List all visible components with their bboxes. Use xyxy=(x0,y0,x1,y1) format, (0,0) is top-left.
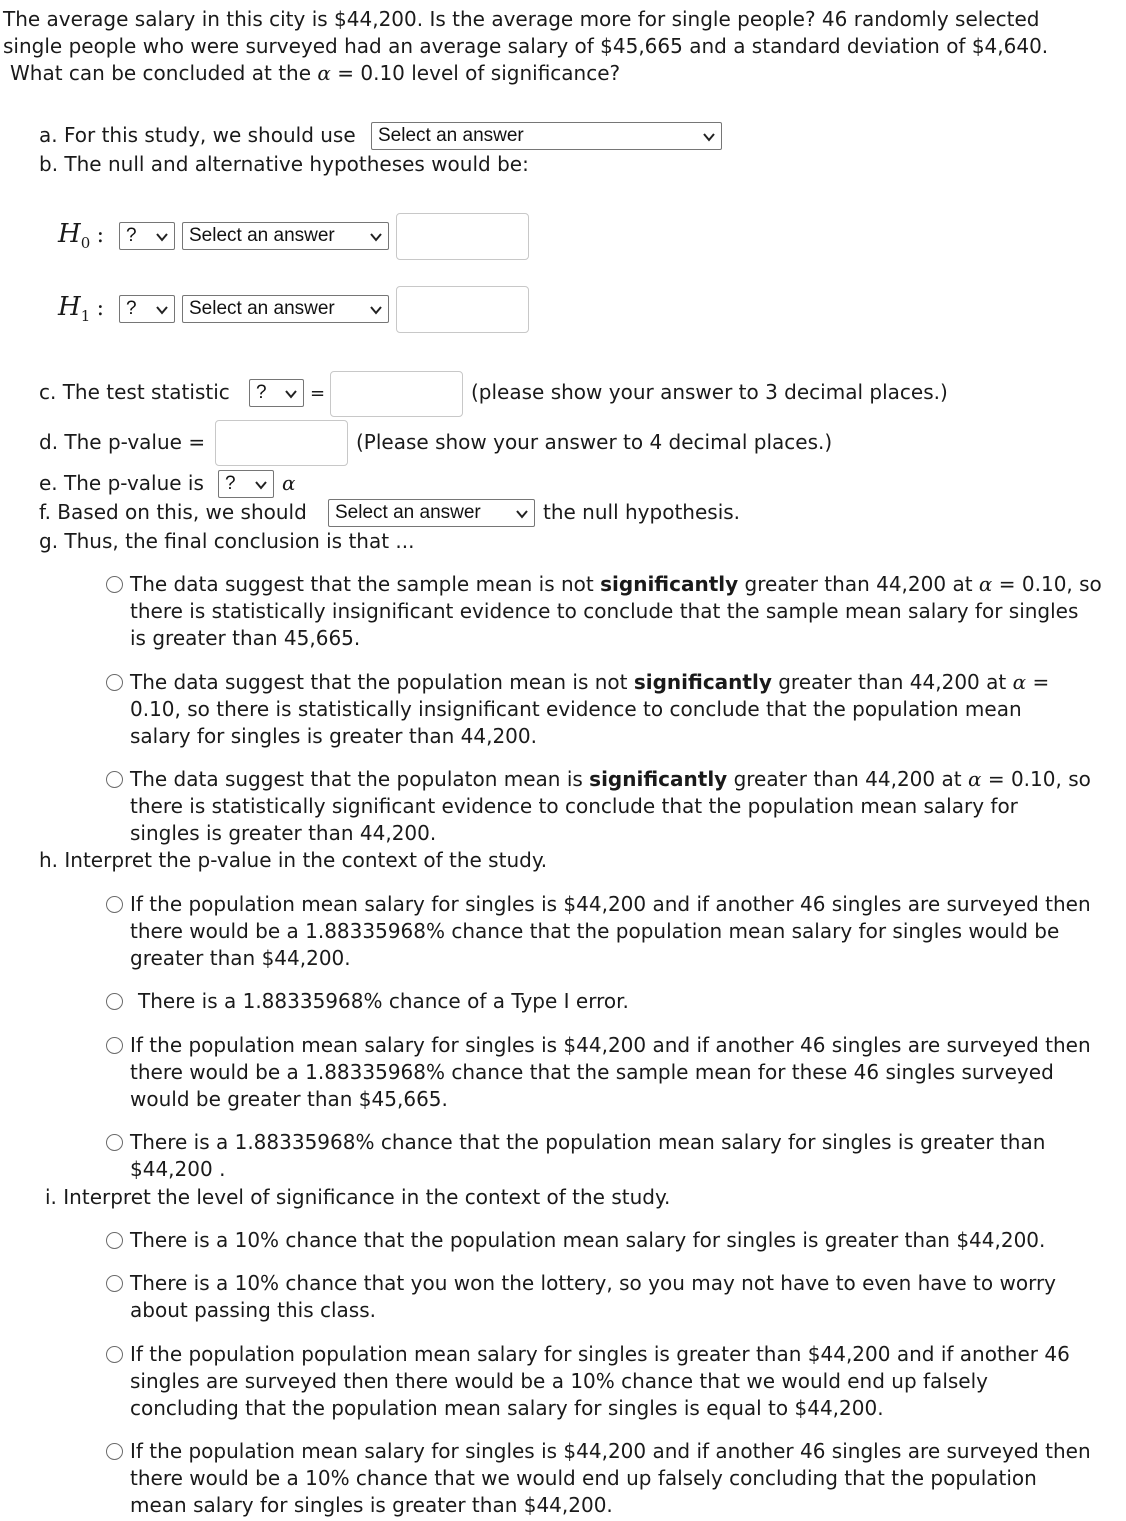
h-option-1-line-2: there would be a 1.88335968% chance that the population mean salary for singles would be xyxy=(130,919,1060,943)
h1-parameter-value: Select an answer xyxy=(189,298,335,319)
intro-line-2: single people who were surveyed had an average salary of $45,665 and a standard deviation of $4,640. xyxy=(3,34,1049,58)
conclusion-2-bold: significantly xyxy=(633,670,772,694)
h0-operator-value: ? xyxy=(126,225,137,246)
i-option-4-line-3: mean salary for singles is greater than $44,200. xyxy=(130,1493,613,1517)
radio-button[interactable] xyxy=(106,993,123,1010)
i-option-4-line-2: there would be a 10% chance that we would end up falsely concluding that the population xyxy=(130,1466,1037,1490)
intro-line-3 xyxy=(10,60,620,87)
chevron-down-icon xyxy=(284,387,298,401)
chevron-down-icon xyxy=(369,303,383,317)
conclusion-option-3[interactable] xyxy=(106,766,1120,847)
alpha-symbol: α xyxy=(978,572,993,596)
h0-symbol xyxy=(58,219,91,253)
radio-button[interactable] xyxy=(106,771,123,788)
question-i-label: i. Interpret the level of significance in the context of the study. xyxy=(45,1185,671,1209)
conclusion-1-text-d: = 0.10, so xyxy=(992,572,1102,596)
h1-operator-value: ? xyxy=(126,298,137,319)
conclusion-3-text-a: The data suggest that the populaton mean is xyxy=(130,767,590,791)
test-type-select[interactable] xyxy=(371,122,722,150)
conclusion-1-line-2: there is statistically insignificant evidence to conclude that the sample mean salary for singles xyxy=(130,599,1079,623)
h1-value-input[interactable] xyxy=(396,286,529,333)
h-option-1-line-1: If the population mean salary for singles is $44,200 and if another 46 singles are surveyed then xyxy=(130,892,1091,916)
h0-value-input[interactable] xyxy=(396,213,529,260)
h0-parameter-select[interactable] xyxy=(182,222,389,250)
radio-button[interactable] xyxy=(106,1346,123,1363)
test-statistic-note: (please show your answer to 3 decimal places.) xyxy=(471,380,948,404)
conclusion-1-text-c: greater than 44,200 at xyxy=(738,572,979,596)
conclusion-3-text-d: = 0.10, so xyxy=(981,767,1091,791)
h1-label xyxy=(58,292,104,325)
h1-parameter-select[interactable] xyxy=(182,295,389,323)
decision-select[interactable] xyxy=(328,499,535,527)
h1-subscript: 1 xyxy=(80,307,91,326)
conclusion-1-text-a: The data suggest that the sample mean is not xyxy=(130,572,601,596)
question-f-label: f. Based on this, we should xyxy=(39,500,307,524)
radio-button[interactable] xyxy=(106,1275,123,1292)
conclusion-2-line-2: 0.10, so there is statistically insignificant evidence to conclude that the population mean xyxy=(130,697,1022,721)
i-option-2-line-1: There is a 10% chance that you won the lottery, so you may not have to even have to worry xyxy=(130,1271,1056,1295)
intro-line-1: The average salary in this city is $44,200. Is the average more for single people? 46 randomly selected xyxy=(3,7,1040,31)
radio-button[interactable] xyxy=(106,1134,123,1151)
h0-colon: : xyxy=(96,223,105,248)
h-option-4-line-1: There is a 1.88335968% chance that the population mean salary for singles is greater than xyxy=(130,1130,1046,1154)
equals-sign: = xyxy=(310,383,326,404)
chevron-down-icon xyxy=(155,303,169,317)
i-option-3-line-3: concluding that the population mean salary for singles is equal to $44,200. xyxy=(130,1396,884,1420)
chevron-down-icon xyxy=(515,507,529,521)
h0-label xyxy=(58,219,104,252)
radio-button[interactable] xyxy=(106,1037,123,1054)
conclusion-1-bold: significantly xyxy=(600,572,739,596)
alpha-symbol: α xyxy=(1012,670,1027,694)
h-option-1-line-3: greater than $44,200. xyxy=(130,946,351,970)
i-option-3-line-2: singles are surveyed then there would be a 10% chance that we would end up falsely xyxy=(130,1369,988,1393)
question-g-label: g. Thus, the final conclusion is that ... xyxy=(39,529,415,553)
i-option-1-line-1: There is a 10% chance that the population mean salary for singles is greater than $44,200. xyxy=(130,1228,1046,1252)
p-value-interpretation-option-3[interactable] xyxy=(106,1032,1120,1113)
h-option-2-line-1: There is a 1.88335968% chance of a Type I error. xyxy=(138,989,629,1013)
conclusion-3-bold: significantly xyxy=(589,767,728,791)
question-e-label: e. The p-value is xyxy=(39,471,204,495)
h1-letter: H xyxy=(58,292,81,322)
h1-colon: : xyxy=(96,296,105,321)
significance-interpretation-option-4[interactable] xyxy=(106,1438,1120,1519)
conclusion-option-2[interactable] xyxy=(106,669,1120,750)
intro-line-3-post: = 0.10 level of significance? xyxy=(330,61,621,85)
significance-interpretation-option-1[interactable] xyxy=(106,1227,1120,1254)
h0-operator-select[interactable] xyxy=(119,222,175,250)
chevron-down-icon xyxy=(155,230,169,244)
radio-button[interactable] xyxy=(106,896,123,913)
h-option-3-line-2: there would be a 1.88335968% chance that the sample mean for these 46 singles surveyed xyxy=(130,1060,1054,1084)
conclusion-2-line-3: salary for singles is greater than 44,200. xyxy=(130,724,537,748)
chevron-down-icon xyxy=(369,230,383,244)
decision-select-value: Select an answer xyxy=(335,502,481,523)
i-option-2-line-2: about passing this class. xyxy=(130,1298,376,1322)
conclusion-3-line-3: singles is greater than 44,200. xyxy=(130,821,437,845)
radio-button[interactable] xyxy=(106,1443,123,1460)
p-value-input[interactable] xyxy=(215,420,348,466)
h1-symbol xyxy=(58,292,91,326)
h-option-3-line-3: would be greater than $45,665. xyxy=(130,1087,448,1111)
conclusion-3-text-c: greater than 44,200 at xyxy=(727,767,968,791)
i-option-3-line-1: If the population population mean salary for singles is greater than $44,200 and if another 46 xyxy=(130,1342,1070,1366)
alpha-symbol: α xyxy=(317,61,331,85)
conclusion-1-line-3: is greater than 45,665. xyxy=(130,626,361,650)
alpha-symbol: α xyxy=(282,471,296,495)
test-statistic-select-value: ? xyxy=(256,382,267,403)
question-b-label: b. The null and alternative hypotheses would be: xyxy=(39,152,529,176)
question-a-label: a. For this study, we should use xyxy=(39,123,356,147)
p-value-comparison-value: ? xyxy=(225,473,236,494)
p-value-note: (Please show your answer to 4 decimal places.) xyxy=(356,430,833,454)
h-option-3-line-1: If the population mean salary for singles is $44,200 and if another 46 singles are surveyed then xyxy=(130,1033,1091,1057)
h0-subscript: 0 xyxy=(80,234,91,253)
question-f-suffix: the null hypothesis. xyxy=(543,500,741,524)
p-value-interpretation-option-4[interactable] xyxy=(106,1129,1120,1183)
test-statistic-input[interactable] xyxy=(330,371,463,417)
alpha-symbol: α xyxy=(967,767,982,791)
h1-operator-select[interactable] xyxy=(119,295,175,323)
intro-line-3-pre: What can be concluded at the xyxy=(10,61,318,85)
h0-letter: H xyxy=(58,219,81,249)
chevron-down-icon xyxy=(254,478,268,492)
test-type-select-value: Select an answer xyxy=(378,125,524,146)
radio-button[interactable] xyxy=(106,576,123,593)
conclusion-2-text-c: greater than 44,200 at xyxy=(771,670,1013,694)
p-value-interpretation-option-2[interactable] xyxy=(106,988,1120,1015)
test-statistic-select[interactable] xyxy=(249,379,304,407)
conclusion-option-1[interactable] xyxy=(106,571,1120,652)
question-d-label: d. The p-value = xyxy=(39,430,206,454)
h-option-4-line-2: $44,200 . xyxy=(130,1157,226,1181)
i-option-4-line-1: If the population mean salary for singles is $44,200 and if another 46 singles are surveyed then xyxy=(130,1439,1091,1463)
radio-button[interactable] xyxy=(106,674,123,691)
question-h-label: h. Interpret the p-value in the context of the study. xyxy=(39,848,548,872)
significance-interpretation-option-2[interactable] xyxy=(106,1270,1120,1324)
p-value-comparison-select[interactable] xyxy=(218,470,274,498)
p-value-interpretation-option-1[interactable] xyxy=(106,891,1120,972)
significance-interpretation-option-3[interactable] xyxy=(106,1341,1120,1422)
h0-parameter-value: Select an answer xyxy=(189,225,335,246)
radio-button[interactable] xyxy=(106,1232,123,1249)
conclusion-3-line-2: there is statistically significant evidence to conclude that the population mean salary for xyxy=(130,794,1018,818)
chevron-down-icon xyxy=(702,130,716,144)
conclusion-2-text-d: = xyxy=(1026,670,1050,694)
question-c-label: c. The test statistic xyxy=(39,380,230,404)
conclusion-2-text-a: The data suggest that the population mean is not xyxy=(130,670,634,694)
